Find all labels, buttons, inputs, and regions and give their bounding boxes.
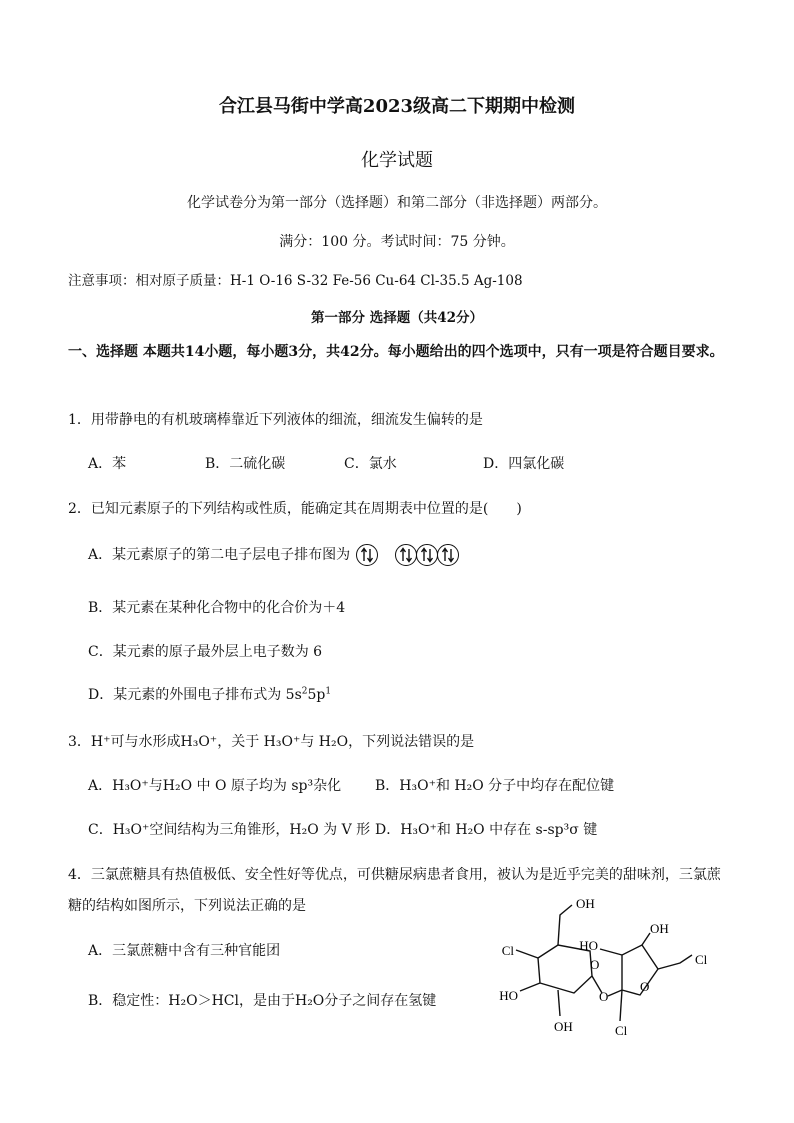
label-ho-left: HO [499,988,518,1003]
q2-option-a-text: A．某元素原子的第二电子层电子排布图为 [88,547,351,563]
q1-stem: 1．用带静电的有机玻璃棒靠近下列液体的细流，细流发生偏转的是 [68,412,483,428]
label-oh-bottom: OH [554,1019,573,1034]
orbital-diagram [357,544,460,566]
q2-d-pre: D．某元素的外围电子排布式为 5s [88,687,302,703]
q4-stem-line1: 4．三氯蔗糖具有热值极低、安全性好等优点，可供糖尿病患者食用，被认为是近乎完美的甜味剂，三氯蔗 [68,867,721,883]
orbital-2p-3-icon [437,544,459,566]
q4-stem-line2: 糖的结构如图所示，下列说法正确的是 [68,898,306,914]
orbital-2p-1-icon [395,544,417,566]
q3-option-d: D．H₃O⁺和 H₂O 中存在 s-sp³σ 键 [375,822,598,838]
q2-option-b: B．某元素在某种化合物中的化合价为＋4 [88,600,346,616]
q2-option-c: C．某元素的原子最外层上电子数为 6 [88,644,323,660]
q2-d-sup1: 2 [301,686,308,697]
q4-option-a: A．三氯蔗糖中含有三种官能团 [88,943,281,959]
q2-d-sup2: 1 [325,686,332,697]
label-o-ring1: O [590,957,600,972]
label-o-ring2: O [640,979,650,994]
exam-notes: 注意事项：相对原子质量：H-1 O-16 S-32 Fe-56 Cu-64 Cl-35.5 Ag-108 [68,273,523,289]
q3-option-c: C．H₃O⁺空间结构为三角锥形，H₂O 为 V 形 [88,822,371,838]
q1-option-d: D．四氯化碳 [483,456,565,472]
exam-intro: 化学试卷分为第一部分（选择题）和第二部分（非选择题）两部分。 [187,195,607,211]
q2-option-a [88,544,459,566]
q3-stem: 3．H⁺可与水形成H₃O⁺，关于 H₃O⁺与 H₂O，下列说法错误的是 [68,734,475,750]
part1-heading: 第一部分 选择题（共42分） [311,310,483,326]
label-cl-right: Cl [695,952,708,967]
orbital-2s-icon [356,544,378,566]
part1-instruction: 一、选择题 本题共14小题，每小题3分，共42分。每小题给出的四个选项中，只有一项是符合题目要求。 [68,344,724,360]
q4-option-b: B．稳定性：H₂O＞HCl，是由于H₂O分子之间存在氢键 [88,993,437,1009]
orbital-2p-2-icon [416,544,438,566]
label-cl-left: Cl [501,943,514,958]
sucralose-structure [480,893,740,1043]
q1-option-a: A．苯 [88,456,127,472]
score-time: 满分：100 分。考试时间：75 分钟。 [279,234,515,250]
label-cl-bottom: Cl [615,1023,628,1038]
label-oh-right: OH [650,921,669,936]
label-oh-top: OH [576,896,595,911]
q2-option-d [88,684,331,704]
label-ho-mid: HO [579,938,598,953]
label-o-link: O [599,989,609,1004]
exam-title: 合江县马街中学高2023级高二下期期中检测 [218,96,576,117]
q3-option-b: B．H₃O⁺和 H₂O 分子中均存在配位键 [375,778,615,794]
q1-option-b: B．二硫化碳 [205,456,286,472]
q2-stem: 2．已知元素原子的下列结构或性质，能确定其在周期表中位置的是( ) [68,501,522,517]
q2-d-mid: 5p [307,687,326,703]
q1-option-c: C．氯水 [344,456,397,472]
q3-option-a: A．H₃O⁺与H₂O 中 O 原子均为 sp³杂化 [88,778,342,794]
exam-subtitle: 化学试题 [361,150,433,171]
